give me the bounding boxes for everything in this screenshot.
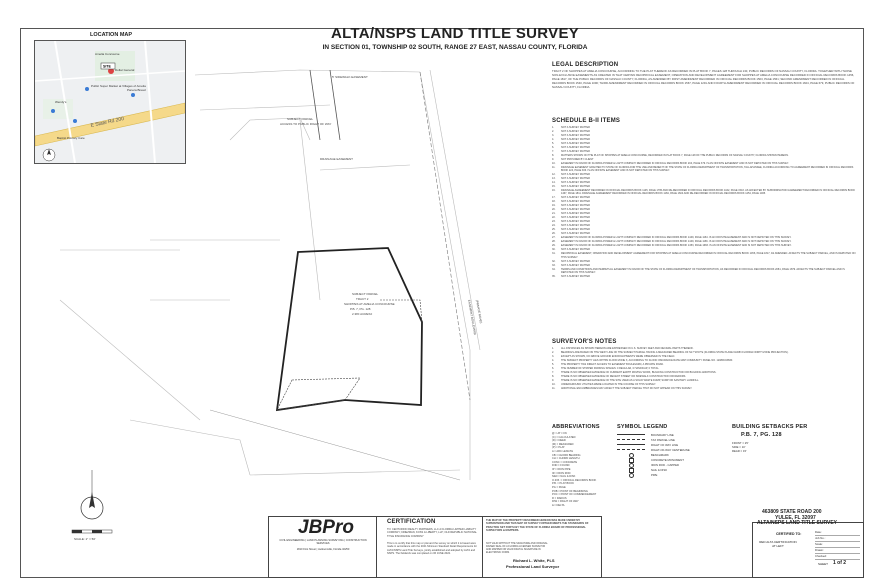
note-item-text: UNDERGROUND UTILITIES WERE LOCATED IN THE COURSE OF THIS SURVEY. xyxy=(561,383,656,386)
schedule-item-number: 3. xyxy=(552,134,555,137)
schedule-item xyxy=(552,162,857,165)
schedule-item xyxy=(552,146,857,149)
legend-item-label: RIGHT OF WAY LINE xyxy=(651,442,679,447)
map-place-3: Wendy's xyxy=(55,100,67,104)
sheet-label: SHEET xyxy=(818,562,829,566)
schedule-item-number: 31. xyxy=(552,252,556,256)
note-item-text: THE SUBJECT PROPERTY LIES WITHIN FLOOD ZONE X, ACCORDING TO FLOOD INSURANCE RATE MAP COMMUNITY PANEL NO. 12089C0383F. xyxy=(561,359,733,362)
legend-item xyxy=(617,472,727,477)
schedule-item-number: 28. xyxy=(552,240,556,244)
surveyor-title: Professional Land Surveyor xyxy=(506,564,560,569)
note-item-text: EXCEPT AS SHOWN, NO ABOVE GROUND ENCROACHMENTS WERE OBSERVED IN THE FIELD. xyxy=(561,355,676,358)
schedule-item-number: 7. xyxy=(552,150,555,153)
note-item-text: ADDITIONAL ENCUMBRANCES MAY AFFECT THE SUBJECT PARCEL THAT DO NOT APPEAR ON THIS SURVEY. xyxy=(561,387,693,390)
notes-list xyxy=(552,347,857,417)
note-item xyxy=(552,387,857,390)
schedule-item-text: NOT A SURVEY MATTER xyxy=(561,274,590,278)
schedule-item xyxy=(552,244,857,247)
abbreviation-item: IR = IRON ROD xyxy=(552,471,571,475)
symbol-legend-heading: SYMBOL LEGEND xyxy=(617,424,668,430)
schedule-item xyxy=(552,228,857,231)
setback-item: SIDE = 10' xyxy=(732,445,746,449)
schedule-item-number: 22. xyxy=(552,216,556,220)
schedule-item-number: 1. xyxy=(552,126,555,129)
surveyor-name: Richard L. White, PLS xyxy=(513,558,555,563)
legend-item-label: IRON ROD - CAPPED xyxy=(651,462,679,467)
note-item-number: 4. xyxy=(552,359,555,362)
abbreviation-item: PG = PAGE xyxy=(552,485,566,489)
note-item xyxy=(552,379,857,382)
title-block-row: Drawn: xyxy=(815,548,860,554)
schedule-item-text: DRAINAGE AGREEMENT RECORDED IN OFFICIAL RECORDS BOOK 1145, PAGE 1795 AND RE-RECORDED IN OFFICIAL RECORDS BOOK 1162, PAGE 1543. AS AFFECTED BY SUBORDINATION AGREEMENT RECORDED IN OFFICIAL RECORDS BOOK 1467, PAGE 1811. DRAINAGE AGREEMENT RECORDED IN OFFICIAL RECORDS BOOK 1184, PAGE 1604 AND RE-RECORDED IN OFFICIAL RECORDS BOOK 1254, PAGE 1465. xyxy=(561,189,856,196)
title-block-title: ALTA/NSPS LAND TITLE SURVEY xyxy=(757,520,838,526)
setback-item: REAR = 15' xyxy=(732,449,747,453)
note-item xyxy=(552,351,857,354)
title-block-rows xyxy=(815,530,860,560)
schedule-item xyxy=(552,185,857,188)
schedule-item-number: 6. xyxy=(552,146,555,149)
schedule-item-text: NOT A SURVEY MATTER xyxy=(561,173,590,177)
abbreviation-item: O.R.B. = OFFICIAL RECORDS BOOK xyxy=(552,478,597,482)
road-label-2: (PRIVATE ROAD) xyxy=(475,299,484,324)
schedule-item xyxy=(552,264,857,267)
setbacks-heading: BUILDING SETBACKS PER xyxy=(732,424,808,430)
map-site-marker: SITE xyxy=(103,64,111,69)
note-item-text: THERE IS NO OBSERVED EVIDENCE OF THE SITE USED AS A SOLID WASTE DUMP, SUMP OR SANITARY LANDFILL. xyxy=(561,379,700,382)
note-item-text: THERE IS NO OBSERVED EVIDENCE OF RECENT STREET OR SIDEWALK CONSTRUCTION OR REPAIRS. xyxy=(561,375,687,378)
schedule-item xyxy=(552,204,857,207)
legend-symbol-icon xyxy=(617,449,645,450)
schedule-item-number: 34. xyxy=(552,267,556,271)
schedule-item-text: NOT A SURVEY MATTER xyxy=(561,232,590,236)
abbreviation-item: CH = CHORD LENGTH xyxy=(552,457,580,461)
schedule-item xyxy=(552,224,857,227)
subject-parcel-label-3: SHOPPES AT AMELIA CONCOURSE xyxy=(344,302,395,306)
schedule-item-number: 13. xyxy=(552,177,556,181)
survey-title: ALTA/NSPS LAND TITLE SURVEY xyxy=(330,25,580,42)
legend-item-label: BENCHMARK xyxy=(651,452,669,457)
schedule-item-number: 35. xyxy=(552,274,556,278)
schedule-item xyxy=(552,130,857,133)
map-place-1: Dollar General xyxy=(115,68,135,72)
access-parcel-label-2: ACCESS TO PUBLIC RIGHT OF WAY xyxy=(280,122,332,126)
note-item xyxy=(552,355,857,358)
note-item-number: 9. xyxy=(552,379,555,382)
title-block-row: Checked: xyxy=(815,554,860,560)
schedule-item-number: 16. xyxy=(552,189,556,193)
schedule-item xyxy=(552,166,857,172)
schedule-item-text: NOT A SURVEY MATTER xyxy=(561,130,590,133)
schedule-item xyxy=(552,134,857,137)
map-place-6: Amelia Concourse xyxy=(95,52,120,56)
note-item-text: BEARINGS ARE BASED ON THE WEST LINE OF THE SUBJECT PARCEL HAVING A MEASURED BEARING OF N17°19'07"E (FLORIDA STATE PLANE NAD83 FLORIDA NORTH ZONE PROJECTION). xyxy=(561,351,789,354)
schedule-item-text: NOT A SURVEY MATTER xyxy=(561,224,590,228)
legal-description-heading: LEGAL DESCRIPTION xyxy=(552,62,619,68)
schedule-item-number: 12. xyxy=(552,173,556,177)
schedule-item-text: NOT A SURVEY MATTER xyxy=(561,138,590,141)
abbreviation-item: (M) = MEASURED xyxy=(552,442,574,446)
subject-parcel-label-2: TRACT 2 xyxy=(356,297,369,301)
symbol-legend-list xyxy=(617,432,727,482)
schedule-item-text: MATTERS SHOWN ON THE PLAT OF SHOPPES AT AMELIA CONCOURSE, RECORDED IN PLAT BOOK 7, PAGE 128 OF THE PUBLIC RECORDS OF NASSAU COUNTY, FLORIDA SHOWN HEREON. xyxy=(561,154,789,157)
legend-item-label: CONCRETE MONUMENT xyxy=(651,457,684,462)
note-item-text: ALL DISTANCES AS SHOWN HEREON ARE EXPRESSED IN U.S. SURVEY FEET AND DECIMAL PARTS THEREOF. xyxy=(561,347,694,350)
abbreviation-item: CB = CHORD BEARING xyxy=(552,453,581,457)
schedule-item xyxy=(552,158,857,161)
location-map-label: LOCATION MAP xyxy=(90,32,133,38)
project-address-1: 463809 STATE ROAD 200 xyxy=(762,509,822,515)
certification-body: This is to certify that this map or plat and the survey on which it is based were made in accordance with the 2021 Minimum Standard Detail Requirements for ALTA/NSPS Land Title Surveys, jointly established and adopted by ALTA and NSPS. The fieldwork was completed on 06 JUNE 2022. xyxy=(387,542,477,555)
title-block-row: Job No.: xyxy=(815,536,860,542)
schedule-item-number: 18. xyxy=(552,200,556,204)
schedule-item-text: EASEMENT IN FAVOR OF FLORIDA POWER & LIGHT COMPANY RECORDED IN OFFICIAL RECORDS BOOK 1453, PAGE 1683. IS AN OFFSITE EASEMENT AND IS NOT DEPICTED ON THIS SURVEY. xyxy=(561,244,792,248)
abbreviation-item: Δ = DELTA xyxy=(552,503,565,507)
legend-item-label: RIGHT-OF-WAY CENTERLINE xyxy=(651,447,690,452)
setback-item: FRONT = 25' xyxy=(732,441,749,445)
schedule-item-text: NOT A SURVEY MATTER xyxy=(561,220,590,224)
schedule-item-number: 19. xyxy=(552,204,556,208)
schedule-item xyxy=(552,236,857,239)
abbreviations-list xyxy=(552,432,612,512)
map-place-4: Panera Bread xyxy=(127,88,146,92)
seal-text: THE MAP OF THE PROPERTY DESCRIBED HEREON WAS MADE UNDER MY SUPERVISION AND THIS MAP OF SURVEY FURTHER MEETS THE STANDARDS OF PRACTICE SET FORTH BY THE STATE OF FLORIDA BOARD OF PROFESSIONAL SURVEYORS & MAPPERS. xyxy=(486,519,589,532)
schedule-item-text: NOT A SURVEY MATTER xyxy=(561,185,590,189)
schedule-item-text: NOT A SURVEY MATTER xyxy=(561,228,590,232)
note-item xyxy=(552,383,857,386)
schedule-list xyxy=(552,126,857,338)
setbacks-ref: P.B. 7, PG. 128 xyxy=(741,432,782,438)
schedule-item-number: 26. xyxy=(552,232,556,236)
schedule-item-text: NOT A SURVEY MATTER xyxy=(561,134,590,137)
note-item xyxy=(552,371,857,374)
legend-symbol-icon xyxy=(617,444,645,445)
schedule-item xyxy=(552,275,857,278)
abbreviation-item: (C) = CALCULATED xyxy=(552,435,576,439)
schedule-item-text: NOT A SURVEY MATTER xyxy=(561,263,590,267)
schedule-item xyxy=(552,126,857,129)
firm-logo: JBPro xyxy=(298,517,354,538)
schedule-item xyxy=(552,220,857,223)
north-arrow-icon xyxy=(81,470,103,519)
schedule-item xyxy=(552,173,857,176)
survey-subtitle: IN SECTION 01, TOWNSHIP 02 SOUTH, RANGE 27 EAST, NASSAU COUNTY, FLORIDA xyxy=(322,44,588,51)
schedule-item-text: DRAINAGE EASEMENT GRANTED TO STATE OF FLORIDA FOR THE USE AND BENEFIT OF THE STATE OF FLORIDA DEPARTMENT OF TRANSPORTATION, TALLAHASSEE, FLORIDA ACCORDING TO AGREEMENT RECORDED IN OFFICIAL RECORDS BOOK 224, PAGE 306. IS AN OFFSITE EASEMENT AND IS NOT DEPICTED ON THIS SURVEY. xyxy=(561,166,854,173)
map-place-2: Public Super Market at Villages of Amelia xyxy=(91,84,146,88)
schedule-item-number: 21. xyxy=(552,212,556,216)
schedule-item-text: NOT A SURVEY MATTER xyxy=(561,212,590,216)
schedule-item xyxy=(552,248,857,251)
legend-item-label: PIPE xyxy=(651,472,658,477)
legend-item-label: NAIL & DISK xyxy=(651,467,668,472)
schedule-item-text: EASEMENT IN FAVOR OF FLORIDA POWER & LIGHT COMPANY RECORDED IN OFFICIAL RECORDS BOOK 1449, PAGE 1164. IS AN OFFSITE EASEMENT AND IS NOT DEPICTED ON THIS SURVEY. xyxy=(561,236,792,240)
abbreviation-item: R/W = RIGHT OF WAY xyxy=(552,500,579,504)
schedule-item-number: 10. xyxy=(552,162,556,165)
schedule-item xyxy=(552,240,857,243)
schedule-item-number: 15. xyxy=(552,185,556,189)
note-item xyxy=(552,367,857,370)
schedule-item-text: NOT A SURVEY MATTER xyxy=(561,126,590,129)
schedule-item-number: 29. xyxy=(552,244,556,248)
firm-tagline: CIVIL ENGINEERING | LAND PLANNING SURVEYING | CONSTRUCTION SERVICES xyxy=(279,539,367,546)
schedule-item xyxy=(552,138,857,141)
legend-item-label: BOUNDARY LINE xyxy=(651,432,674,437)
schedule-item xyxy=(552,200,857,203)
note-item-number: 2. xyxy=(552,351,555,354)
schedule-item-text: TERMS AND CONDITIONS AND PERPETUAL EASEMENT IN FAVOR OF THE STATE OF FLORIDA DEPARTMENT OF TRANSPORTATION, AS RECORDED IN OFFICIAL RECORDS BOOK 2081, PAGE 1879. AFFECTS THE SUBJECT PARCEL AND IS DEPICTED ON THIS SURVEY. xyxy=(561,267,845,274)
scale-bar xyxy=(72,530,112,541)
schedule-item-number: 27. xyxy=(552,236,556,240)
setbacks-list xyxy=(732,441,842,461)
note-item xyxy=(552,347,857,350)
schedule-item xyxy=(552,252,857,258)
schedule-item-number: 8. xyxy=(552,154,555,157)
note-item-number: 7. xyxy=(552,371,555,374)
legend-marker-icon xyxy=(629,468,634,473)
legend-item-label: TAX PARCEL LINE xyxy=(651,437,675,442)
schedule-item-number: 4. xyxy=(552,138,555,141)
schedule-item-text: NOT PROVIDED BY CLIENT xyxy=(561,158,594,161)
title-block-client: RED ALTA CERTIFICATION AT LEFT xyxy=(759,540,797,548)
firm-address: 1810 First Street | Jacksonville, Florida 32250 xyxy=(296,548,350,551)
abbreviation-item: IP = IRON PIPE xyxy=(552,467,571,471)
note-item xyxy=(552,359,857,362)
schedule-item-text: NOT A SURVEY MATTER xyxy=(561,146,590,149)
abbreviation-item: CONC = CONCRETE xyxy=(552,460,578,464)
access-parcel-label-1: SUBJECT PARCEL xyxy=(287,117,314,121)
schedule-item-number: 2. xyxy=(552,130,555,133)
abbreviation-item: (P) = PLAT xyxy=(552,446,565,450)
schedule-item-number: 14. xyxy=(552,181,556,185)
certified-to-label: CERTIFIED TO: xyxy=(776,532,802,536)
abbreviation-item: N&D = NAIL & DISK xyxy=(552,475,576,479)
abbreviation-item: POC = POINT OF COMMENCEMENT xyxy=(552,493,597,497)
schedule-item-number: 9. xyxy=(552,158,555,161)
schedule-item xyxy=(552,196,857,199)
abbreviation-item: P.B. = PLAT BOOK xyxy=(552,482,574,486)
subject-parcel-label-5: 2.38± ACRES± xyxy=(352,312,373,316)
sidewalk-easement-label: 5' SIDEWALK EASEMENT xyxy=(332,75,368,79)
subject-parcel-label-1: SUBJECT PARCEL xyxy=(352,292,379,296)
scale-label: SCALE: 1" = 50' xyxy=(74,537,96,541)
schedule-item-number: 5. xyxy=(552,142,555,145)
road-label: EASEMENT BOULEVARD xyxy=(467,299,478,336)
schedule-item-text: NOT A SURVEY MATTER xyxy=(561,142,590,145)
schedule-item-text: NOT A SURVEY MATTER xyxy=(561,196,590,200)
schedule-item xyxy=(552,208,857,211)
legend-marker-icon xyxy=(629,473,634,478)
sheet-number: 1 of 2 xyxy=(833,560,847,566)
notes-heading: SURVEYOR'S NOTES xyxy=(552,339,617,345)
schedule-item-number: 32. xyxy=(552,259,556,263)
abbreviations-heading: ABBREVIATIONS xyxy=(552,424,600,430)
schedule-item xyxy=(552,216,857,219)
abbreviation-item: A = ARC LENGTH xyxy=(552,449,574,453)
legal-description-text: TRACT 2 OF SHOPPES AT AMELIA CONCOURSE, ACCORDING TO THE PLAT THEREOF AS RECORDED IN PLAT BOOK 7, PAGES 128 THROUGH 130, PUBLIC RECORDS OF NASSAU COUNTY, FLORIDA. TOGETHER WITH THOSE NON-EXCLUSIVE EASEMENTS AS CREATED IN THAT CERTAIN RECIPROCAL EASEMENT, OPERATION AND DEVELOPMENT AGREEMENT FOR SHOPPES AT AMELIA CONCOURSE RECORDED IN OFFICIAL RECORDS BOOK 1456, PAGE 1817, OF THE PUBLIC RECORDS OF NASSAU COUNTY, FLORIDA, AS AMENDED BY FIRST AMENDMENT RECORDED IN OFFICIAL RECORDS BOOK 1503, PAGE 1561; SECOND AMENDMENT RECORDED IN OFFICIAL RECORDS BOOK 1540, PAGE 1090; THIRD AMENDMENT RECORDED IN OFFICIAL RECORDS BOOK 1567, PAGE 1291 AND FOURTH AMENDMENT RECORDED IN OFFICIAL RECORDS BOOK 1604, PAGE 679, PUBLIC RECORDS OF NASSAU COUNTY, FLORIDA. xyxy=(552,70,855,89)
schedule-item-text: NOT A SURVEY MATTER xyxy=(561,216,590,220)
certification-to: TO: CENTURION REALTY PARTNERS, LLC A FLORIDA LIMITED LIABILITY COMPANY; KRIEZMAN, KOSS & LIBERTY, LLP; OLD REPUBLIC NATIONAL TITLE INSURANCE COMPANY xyxy=(387,528,477,538)
schedule-item-text: NOT A SURVEY MATTER xyxy=(561,259,590,263)
schedule-item-number: 11. xyxy=(552,166,556,169)
schedule-item-text: RECIPROCAL EASEMENT, OPERATION AND DEVELOPMENT AGREEMENT FOR SHOPPES AT AMELIA CONCOURSE RECORDED IN OFFICIAL RECORDS BOOK 1456, PAGE 1817, AS AMENDED. AFFECTS THE SUBJECT PARCEL, AND IS DEPICTED ON THIS SURVEY. xyxy=(561,252,856,259)
note-item xyxy=(552,375,857,378)
schedule-item xyxy=(552,150,857,153)
subject-parcel-boundary xyxy=(277,248,422,410)
schedule-item xyxy=(552,189,857,195)
schedule-item-text: NOT A SURVEY MATTER xyxy=(561,248,590,252)
note-item-text: THE NUMBER OF STRIPED PARKING SPACES: 0 REGULAR, 0 HANDICAP, 0 TOTAL. xyxy=(561,367,660,370)
schedule-item-number: 33. xyxy=(552,263,556,267)
schedule-item-text: NOT A SURVEY MATTER xyxy=(561,177,590,181)
note-item-number: 8. xyxy=(552,375,555,378)
project-address-2: YULEE, FL 32097 xyxy=(775,515,816,521)
abbreviation-item: (D) = DEED xyxy=(552,439,566,443)
note-item-number: 1. xyxy=(552,347,555,350)
schedule-item xyxy=(552,268,857,274)
schedule-item-number: 25. xyxy=(552,228,556,232)
schedule-item xyxy=(552,142,857,145)
note-item-text: THE PROPERTY HAS DIRECT ACCESS TO EASEMENT BOULEVARD, A PRIVATE ROAD. xyxy=(561,363,664,366)
certification-heading: CERTIFICATION xyxy=(387,519,436,525)
schedule-item-text: NOT A SURVEY MATTER xyxy=(561,181,590,185)
legend-symbol-icon xyxy=(617,434,645,435)
schedule-heading: SCHEDULE B-II ITEMS xyxy=(552,118,621,124)
abbreviation-item: @ = AT / ON xyxy=(552,432,567,435)
schedule-item-number: 23. xyxy=(552,220,556,224)
schedule-item xyxy=(552,260,857,263)
subject-parcel-label-4: P.B. 7, PG. 128 xyxy=(350,307,371,311)
note-item-number: 11. xyxy=(552,387,556,390)
legend-marker-icon xyxy=(629,458,634,463)
schedule-item xyxy=(552,177,857,180)
schedule-item xyxy=(552,181,857,184)
note-item xyxy=(552,363,857,366)
schedule-item-text: EASEMENT IN FAVOR OF FLORIDA POWER & LIGHT COMPANY RECORDED IN OFFICIAL RECORDS BOOK 1449, PAGE 1166. IS AN OFFSITE EASEMENT AND IS NOT DEPICTED ON THIS SURVEY. xyxy=(561,240,792,244)
schedule-item xyxy=(552,154,857,157)
note-item-text: THERE IS NO OBSERVED EVIDENCE OF CURRENT EARTH MOVING WORK, BUILDING CONSTRUCTION OR BUILDING ADDITIONS. xyxy=(561,371,717,374)
map-place-5: Baptist Primary Care xyxy=(57,136,85,140)
schedule-item-number: 30. xyxy=(552,248,556,252)
abbreviation-item: FND = FOUND xyxy=(552,464,570,468)
title-block-row: Date: xyxy=(815,530,860,536)
note-item-number: 3. xyxy=(552,355,555,358)
abbreviation-item: R = RADIUS xyxy=(552,496,567,500)
schedule-item-text: EASEMENT IN FAVOR OF FLORIDA POWER & LIGHT COMPANY RECORDED IN OFFICIAL RECORDS BOOK 204, PAGE 379. IS AN OFFSITE EASEMENT AND IS NOT DEPICTED ON THIS SURVEY. xyxy=(561,162,789,165)
schedule-item-text: NOT A SURVEY MATTER xyxy=(561,204,590,208)
note-item-number: 10. xyxy=(552,383,556,386)
schedule-item xyxy=(552,232,857,235)
drainage-easement-label: DRAINAGE EASEMENT xyxy=(320,157,354,161)
schedule-item-number: 24. xyxy=(552,224,556,228)
map-road-label: E State Rd 200 xyxy=(90,116,125,129)
schedule-item-text: NOT A SURVEY MATTER xyxy=(561,150,590,153)
seal-note: NOT VALID WITHOUT THE SIGNATURE AND ORIGINAL RAISED SEAL OF A FLORIDA LICENSED SURVEYOR AND MAPPER OR VALID DIGITAL SIGNATURE IN ELECTRONIC FORM. xyxy=(486,542,548,554)
title-block-row: Scale: xyxy=(815,542,860,548)
schedule-item-number: 17. xyxy=(552,196,556,200)
schedule-item xyxy=(552,212,857,215)
legend-symbol-icon xyxy=(617,439,645,440)
schedule-item-number: 20. xyxy=(552,208,556,212)
note-item-number: 5. xyxy=(552,363,555,366)
note-item-number: 6. xyxy=(552,367,555,370)
abbreviation-item: POB = POINT OF BEGINNING xyxy=(552,489,588,493)
schedule-item-text: NOT A SURVEY MATTER xyxy=(561,200,590,204)
schedule-item-text: NOT A SURVEY MATTER xyxy=(561,208,590,212)
